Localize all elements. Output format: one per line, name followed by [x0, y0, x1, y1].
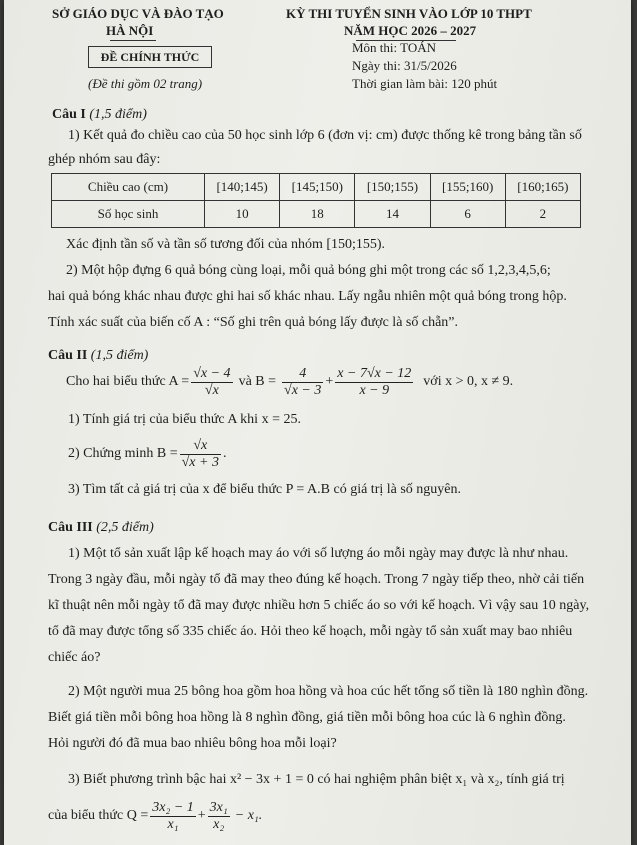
table-row: [52, 201, 581, 228]
q3-p1-line4: tổ đã may được tổng số 335 chiếc áo. Hỏi theo kế hoạch, mỗi ngày tổ sản xuất may bao nhiêu: [48, 624, 573, 639]
fraction-q2: [208, 800, 230, 833]
q2-condition: với x > 0, x ≠ 9.: [423, 374, 514, 389]
school-year: NĂM HỌC 2026 – 2027: [344, 23, 477, 38]
table-cell: [155;160): [430, 174, 505, 201]
q2-intro: Cho hai biểu thức A =: [66, 374, 190, 389]
fraction-b1-den: √x − 3: [284, 382, 322, 398]
q3-p3-line1: 3) Biết phương trình bậc hai x² − 3x + 1 = 0 có hai nghiệm phân biệt x₁ và x₂, tính giá trị: [68, 772, 565, 787]
table-cell: 2: [505, 201, 580, 228]
q3-p3-prefix: của biểu thức Q =: [48, 808, 149, 823]
table-cell: 10: [205, 201, 280, 228]
official-label: ĐỀ CHÍNH THỨC: [88, 46, 212, 68]
fraction-b1-num: 4: [282, 366, 323, 383]
table-cell: [145;150): [280, 174, 355, 201]
q1-points: (1,5 điểm): [89, 107, 147, 122]
q3-p1-line2: Trong 3 ngày đầu, mỗi ngày tổ đã may theo đúng kế hoạch. Trong 7 ngày tiếp theo, nhờ cải tiến: [48, 572, 585, 587]
table-cell: 6: [430, 201, 505, 228]
q3-p2-line1: 2) Một người mua 25 bông hoa gồm hoa hồng và hoa cúc hết tổng số tiền là 180 nghìn đồng.: [68, 684, 589, 699]
frequency-table: [51, 173, 581, 228]
fraction-q2-den: x₂: [213, 816, 225, 832]
table-cell: [150;155): [355, 174, 430, 201]
q1-heading: [52, 107, 147, 123]
q3-p1-line3: kĩ thuật nên mỗi ngày tổ đã may được nhiều hơn 5 chiếc áo so với kế hoạch. Vì vậy sau 10 ngày,: [48, 598, 590, 613]
fraction-q2-num: 3x₁: [209, 799, 228, 815]
fraction-b2-den: x − 9: [359, 382, 390, 398]
table-header-height: Chiều cao (cm): [52, 174, 205, 201]
fraction-t2-num: √x: [180, 438, 221, 455]
q2-expressions: [66, 364, 513, 400]
q3-heading: [48, 520, 154, 536]
pages-note: (Đề thi gồm 02 trang): [88, 76, 203, 91]
plus-sign: +: [197, 808, 206, 823]
q2-points: (1,5 điểm): [90, 348, 149, 363]
exam-date: Ngày thi: 31/5/2026: [352, 58, 457, 73]
q3-p2-line2: Biết giá tiền mỗi bông hoa hồng là 8 nghìn đồng, giá tiền mỗi bông hoa cúc là 6 nghìn đồng.: [48, 710, 566, 725]
q2-title: Câu II: [48, 348, 88, 363]
q2-task3: 3) Tìm tất cả giá trị của x để biểu thức P = A.B có giá trị là số nguyên.: [68, 482, 462, 497]
q3-p3-tail: − x₁.: [234, 808, 263, 823]
q1-p1-line2: ghép nhóm sau đây:: [48, 152, 161, 167]
q1-title: Câu I: [52, 107, 86, 122]
q1-p2-line2: hai quả bóng khác nhau được ghi hai số khác nhau. Lấy ngẫu nhiên một quả bóng trong hộp.: [48, 289, 567, 304]
fraction-a: [191, 366, 232, 399]
fraction-b2: [335, 366, 413, 399]
q3-p1-line1: 1) Một tổ sản xuất lập kế hoạch may áo với số lượng áo mỗi ngày may được là như nhau.: [68, 546, 569, 561]
table-cell: 14: [355, 201, 430, 228]
fraction-q1-num: 3x₂ − 1: [152, 799, 194, 815]
department-name: SỞ GIÁO DỤC VÀ ĐÀO TẠO: [52, 6, 224, 21]
plus-sign: +: [325, 374, 334, 389]
exam-duration: Thời gian làm bài: 120 phút: [352, 76, 498, 91]
exam-paper: [4, 0, 631, 845]
fraction-a-den: √x: [204, 382, 219, 398]
q1-p1-task: Xác định tần số và tần số tương đối của nhóm [150;155).: [66, 237, 386, 252]
fraction-q1: [150, 800, 196, 833]
fraction-t2: [180, 438, 221, 471]
subject: Môn thi: TOÁN: [352, 40, 437, 55]
q1-p1-line1: 1) Kết quả đo chiều cao của 50 học sinh lớp 6 (đơn vị: cm) được thống kê trong bảng tần số: [68, 128, 582, 143]
exam-title: KỲ THI TUYỂN SINH VÀO LỚP 10 THPT: [286, 6, 532, 21]
q3-p1-line5: chiếc áo?: [48, 650, 101, 665]
fraction-t2-den: √x + 3: [181, 454, 219, 470]
fraction-q1-den: x₁: [167, 816, 179, 832]
fraction-a-num: √x − 4: [193, 365, 231, 381]
q2-task2-suffix: .: [222, 446, 227, 461]
q3-p2-line3: Hỏi người đó đã mua bao nhiêu bông hoa mỗi loại?: [48, 736, 337, 751]
q2-and-b: và B =: [238, 374, 277, 389]
table-cell: [160;165): [505, 174, 580, 201]
q3-title: Câu III: [48, 520, 93, 535]
q1-p2-line3: Tính xác suất của biến cố A : “Số ghi trên quả bóng lấy được là số chẵn”.: [48, 315, 458, 330]
q2-heading: [48, 348, 148, 364]
q1-p2-line1: 2) Một hộp đựng 6 quả bóng cùng loại, mỗi quả bóng ghi một trong các số 1,2,3,4,5,6;: [66, 263, 551, 278]
q3-points: (2,5 điểm): [96, 520, 154, 535]
department-city: HÀ NỘI: [106, 23, 154, 38]
table-header-count: Số học sinh: [52, 201, 205, 228]
table-cell: 18: [280, 201, 355, 228]
header-underline-left: [110, 40, 156, 41]
fraction-b1: [282, 366, 323, 399]
table-cell: [140;145): [205, 174, 280, 201]
q3-p3-expression: [48, 796, 262, 836]
fraction-b2-num: x − 7√x − 12: [337, 365, 412, 381]
q2-task2: [68, 436, 226, 472]
table-row: [52, 174, 581, 201]
q2-task1: 1) Tính giá trị của biểu thức A khi x = 25.: [68, 412, 301, 427]
q2-task2-prefix: 2) Chứng minh B =: [68, 446, 178, 461]
